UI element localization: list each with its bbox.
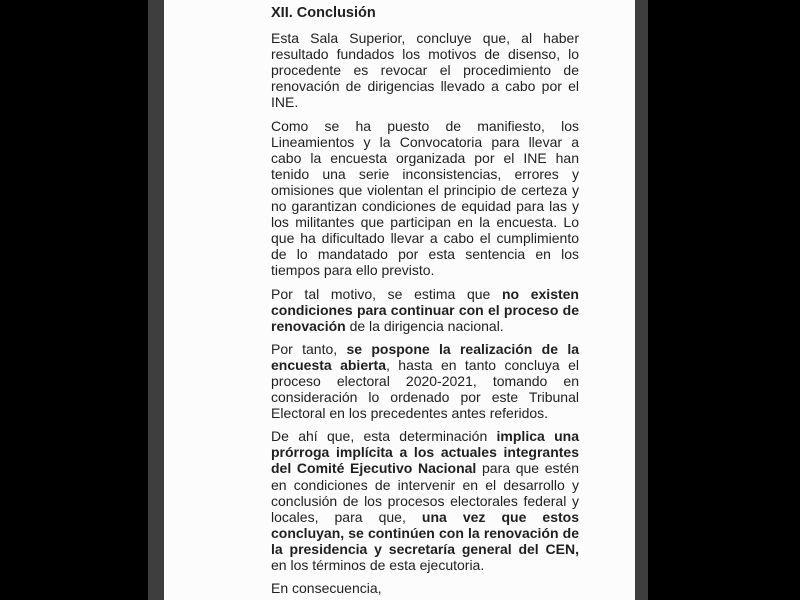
document-page (148, 0, 648, 600)
text-run: Esta Sala Superior, concluye que, al haber resultado fundados los motivos de disenso, lo procedente es revocar el procedimiento de renovación de dirigencias llevado a cabo por el INE. (271, 30, 579, 111)
section-heading: XII. Conclusión (271, 5, 376, 21)
text-run: Por tal motivo, se estima que (271, 285, 502, 302)
bold-text-run: una vez que estos concluyan, se continúen con la renovación de la presidencia y secretaría general del CEN, (271, 508, 579, 557)
paragraph-no-conditions (271, 286, 579, 334)
paragraph-implicit-extension (271, 428, 579, 573)
text-run: , hasta en tanto concluya el proceso electoral 2020-2021, tomando en consideración lo ordenado por este Tribunal Electoral en los precedentes antes referidos. (271, 356, 580, 422)
bold-text-run: no existen condiciones para continuar con el proceso de renovación (271, 285, 579, 334)
document-text-column (271, 0, 579, 596)
text-run: en los términos de esta ejecutoria. (271, 557, 485, 573)
text-run: para que estén en condiciones de intervenir en el desarrollo y conclusión de los procesos electorales federal y locales, para que, (271, 460, 580, 525)
text-run: De ahí que, esta determinación (271, 428, 497, 445)
paragraph-inconsistencies (271, 118, 579, 279)
text-run: de la dirigencia nacional. (345, 317, 504, 334)
text-run: Como se ha puesto de manifiesto, los Lineamientos y la Convocatoria para llevar a cabo la encuesta organizada por el INE han tenido una serie inconsistencias, errores y omisiones que violentan el principio de certeza y no garantizan condiciones de equidad para las y los militantes que participan en la encuesta. Lo que ha dificultado llevar a cabo el cumplimiento de lo mandatado por esta sentencia en los tiempos para ello previsto. (271, 117, 579, 279)
paragraph-revocation (271, 30, 579, 110)
bold-text-run: se pospone la realización de la encuesta abierta (271, 340, 580, 373)
paragraph-postponement (271, 341, 579, 421)
bold-text-run: implica una prórroga implícita a los actuales integrantes del Comité Ejecutivo Nacional (271, 428, 579, 477)
text-run: En consecuencia, (271, 580, 382, 597)
paragraph-consequence (271, 580, 579, 596)
text-run: Por tanto, (271, 340, 347, 357)
